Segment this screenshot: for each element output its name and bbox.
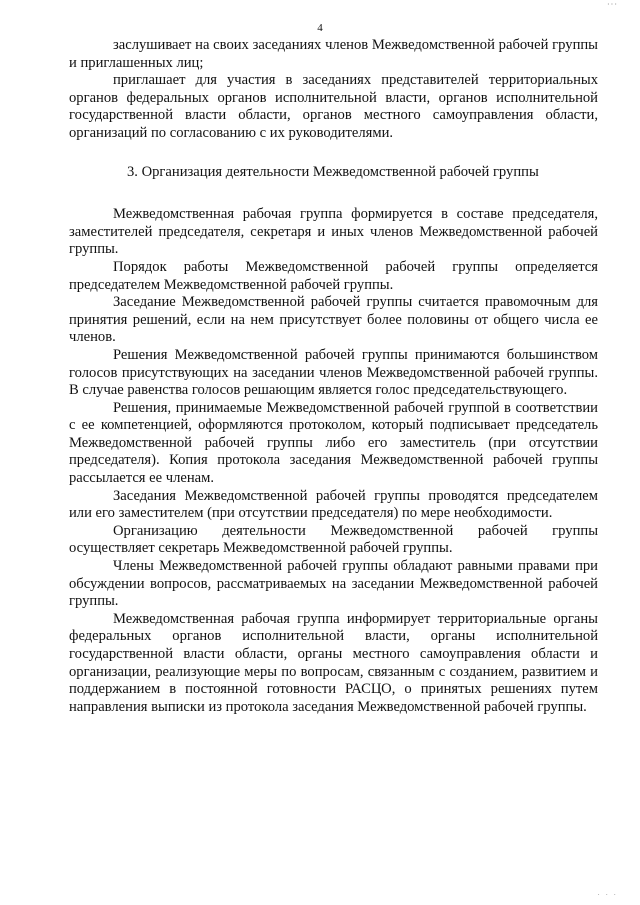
paragraph-9: Межведомственная рабочая группа информирует территориальные органы федеральных органов исполнительной власти, органы исполнительной государственной власти области, органы местного самоуправления области и организации, реализующие меры по вопросам, связанным с созданием, развитием и поддержанием в постоянной готовности РАСЦО, о принятых решениях путем направления выписки из протокола заседания Межведомственной рабочей группы. [69,610,598,715]
document-body [69,37,598,716]
paragraph-4: Решения Межведомственной рабочей группы принимаются большинством голосов присутствующих на заседании членов Межведомственной рабочей группы. В случае равенства голосов решающим является голос председательствующего. [69,346,598,399]
page-number: 4 [317,22,323,34]
paragraph-5: Решения, принимаемые Межведомственной рабочей группой в соответствии с ее компетенцией, оформляются протоколом, который подписывает председатель Межведомственной рабочей группы либо его заместитель (при отсутствии председателя). Копия протокола заседания Межведомственной рабочей группы рассылается ее членам. [69,399,598,487]
paragraph-top-2: приглашает для участия в заседаниях представителей территориальных органов федеральных органов исполнительной власти, органов исполнительной государственной власти области, органов местного самоуправления области, организаций по согласованию с их руководителями. [69,72,598,141]
paragraph-2: Порядок работы Межведомственной рабочей группы определяется председателем Межведомственной рабочей группы. [69,258,598,293]
paragraph-top-1: заслушивает на своих заседаниях членов Межведомственной рабочей группы и приглашенных лиц; [69,37,598,71]
corner-scan-mark: ··· [607,0,618,9]
section-heading: 3. Организация деятельности Межведомственной рабочей группы [127,163,539,180]
corner-scan-mark-bottom: · · · [597,891,618,899]
paragraph-7: Организацию деятельности Межведомственной рабочей группы осуществляет секретарь Межведомственной рабочей группы. [69,522,598,557]
paragraph-1: Межведомственная рабочая группа формируется в составе председателя, заместителей председателя, секретаря и иных членов Межведомственной рабочей группы. [69,206,598,258]
paragraph-3: Заседание Межведомственной рабочей группы считается правомочным для принятия решений, если на нем присутствует более половины от общего числа ее членов. [69,294,598,346]
paragraph-8: Члены Межведомственной рабочей группы обладают равными правами при обсуждении вопросов, рассматриваемых на заседании Межведомственной рабочей группы. [69,558,598,610]
paragraph-6: Заседания Межведомственной рабочей группы проводятся председателем или его заместителем (при отсутствии председателя) по мере необходимости. [69,487,598,522]
